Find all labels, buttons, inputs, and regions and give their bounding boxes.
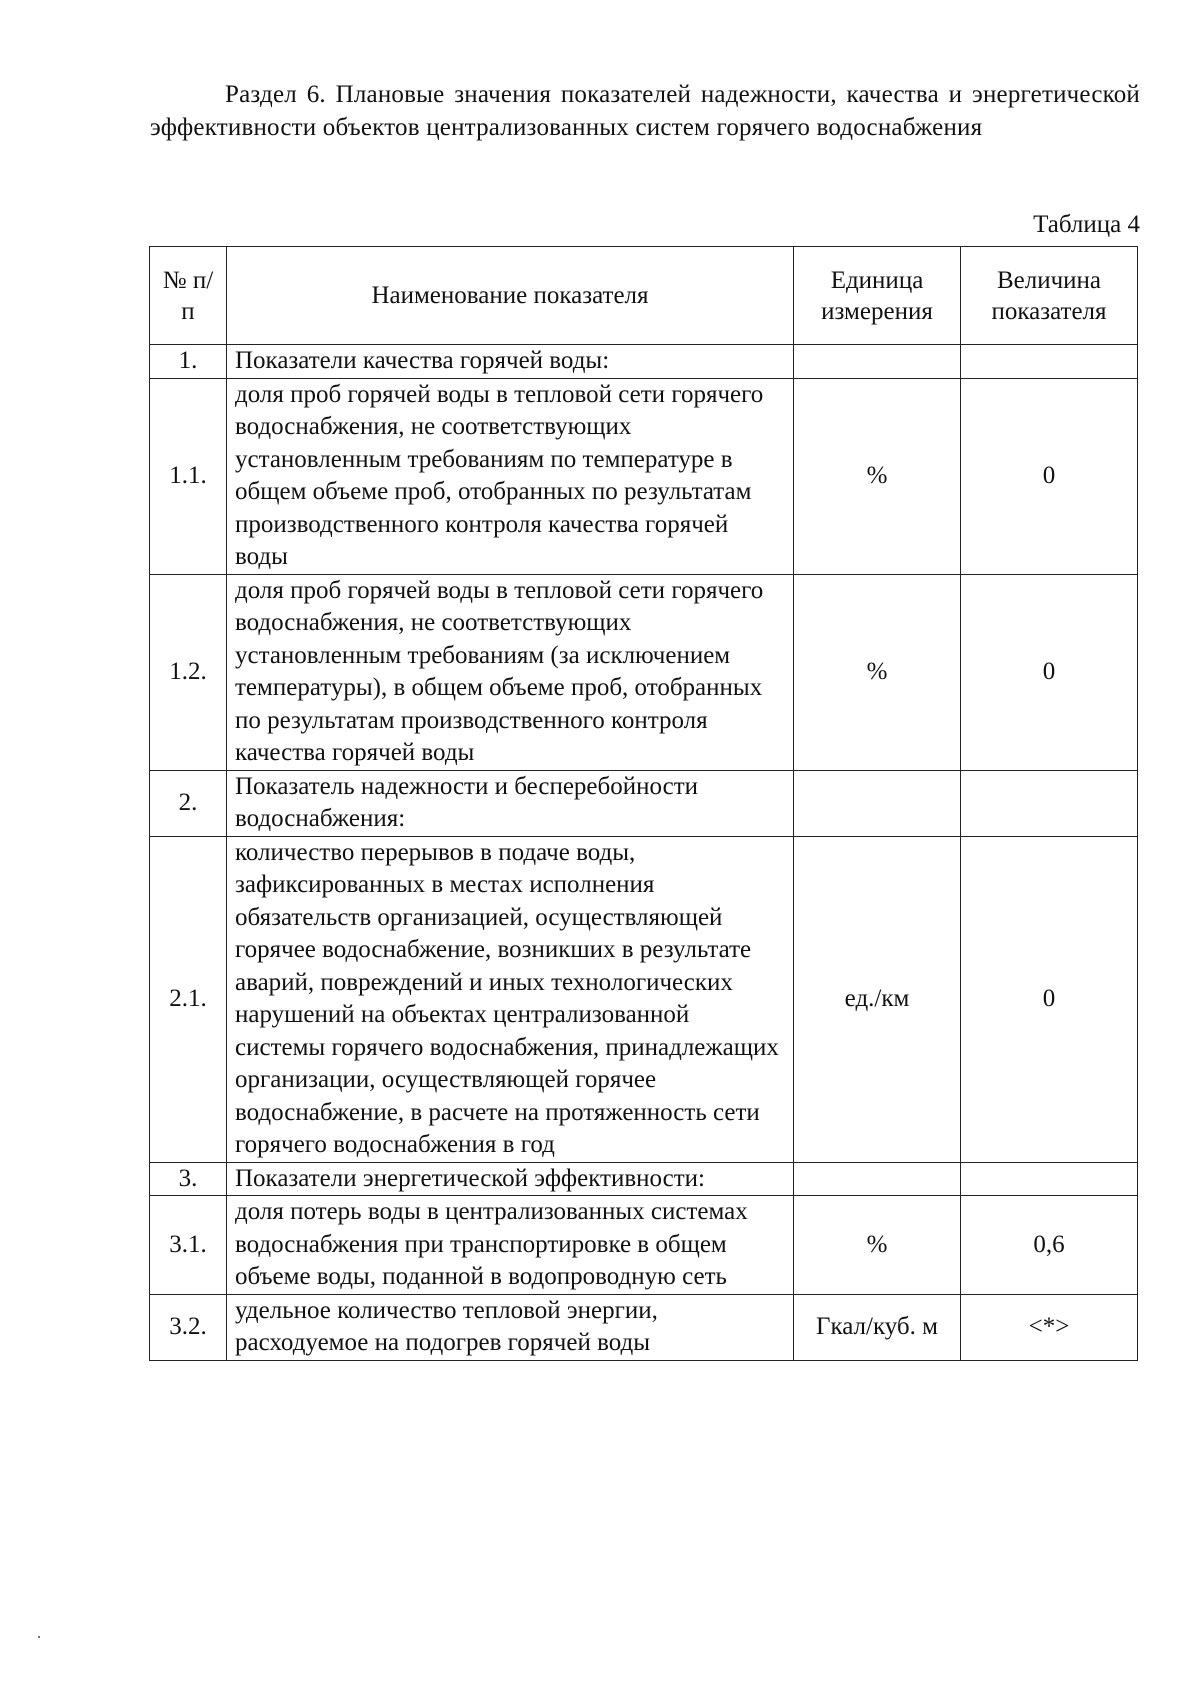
row-value: <*> [961, 1294, 1138, 1360]
row-name: количество перерывов в подаче воды, зафиксированных в местах исполнения обязательств организацией, осуществляющей горячее водоснабжение, возникших в результате аварий, повреждений и иных технологических нарушений на объектах централизованной системы горячего водоснабжения, принадлежащих организации, осуществляющей горячее водоснабжение, в расчете на протяженность сети горячего водоснабжения в год [227, 836, 794, 1162]
row-value [961, 1162, 1138, 1196]
header-unit: Единица измерения [794, 247, 961, 345]
row-value: 0 [961, 836, 1138, 1162]
row-num: 2.1. [150, 836, 227, 1162]
row-name: доля потерь воды в централизованных системах водоснабжения при транспортировке в общем объеме воды, поданной в водопроводную сеть [227, 1196, 794, 1295]
row-num: 3. [150, 1162, 227, 1196]
table-row-section-1 [150, 345, 1138, 379]
row-name: Показатель надежности и бесперебойности водоснабжения: [227, 770, 794, 836]
row-unit: % [794, 1196, 961, 1295]
row-value [961, 345, 1138, 379]
row-unit: % [794, 378, 961, 574]
header-num: № п/п [150, 247, 227, 345]
scan-speck [38, 1636, 40, 1638]
section-title: Раздел 6. Плановые значения показателей надежности, качества и энергетической эффективности объектов централизованных систем горячего водоснабжения [150, 81, 1140, 141]
table-header-row [150, 247, 1138, 345]
row-num: 1.1. [150, 378, 227, 574]
row-value: 0 [961, 574, 1138, 770]
row-num: 3.1. [150, 1196, 227, 1295]
row-name: Показатели энергетической эффективности: [227, 1162, 794, 1196]
row-name: Показатели качества горячей воды: [227, 345, 794, 379]
header-value: Величина показателя [961, 247, 1138, 345]
table-row-section-3 [150, 1162, 1138, 1196]
table-row-1-2 [150, 574, 1138, 770]
table-row-2-1 [150, 836, 1138, 1162]
row-unit: Гкал/куб. м [794, 1294, 961, 1360]
row-num: 2. [150, 770, 227, 836]
row-unit [794, 1162, 961, 1196]
row-value: 0,6 [961, 1196, 1138, 1295]
indicators-table [149, 246, 1138, 1361]
row-unit: % [794, 574, 961, 770]
row-unit [794, 345, 961, 379]
row-value [961, 770, 1138, 836]
row-unit [794, 770, 961, 836]
table-row-3-2 [150, 1294, 1138, 1360]
row-num: 1. [150, 345, 227, 379]
header-name: Наименование показателя [227, 247, 794, 345]
row-name: доля проб горячей воды в тепловой сети горячего водоснабжения, не соответствующих установленным требованиям по температуре в общем объеме проб, отобранных по результатам производственного контроля качества горячей воды [227, 378, 794, 574]
row-value: 0 [961, 378, 1138, 574]
table-row-3-1 [150, 1196, 1138, 1295]
row-num: 1.2. [150, 574, 227, 770]
table-row-section-2 [150, 770, 1138, 836]
row-name: доля проб горячей воды в тепловой сети горячего водоснабжения, не соответствующих установленным требованиям (за исключением температуры), в общем объеме проб, отобранных по результатам производственного контроля качества горячей воды [227, 574, 794, 770]
table-caption: Таблица 4 [1033, 211, 1140, 238]
row-num: 3.2. [150, 1294, 227, 1360]
row-unit: ед./км [794, 836, 961, 1162]
row-name: удельное количество тепловой энергии, расходуемое на подогрев горячей воды [227, 1294, 794, 1360]
table-row-1-1 [150, 378, 1138, 574]
